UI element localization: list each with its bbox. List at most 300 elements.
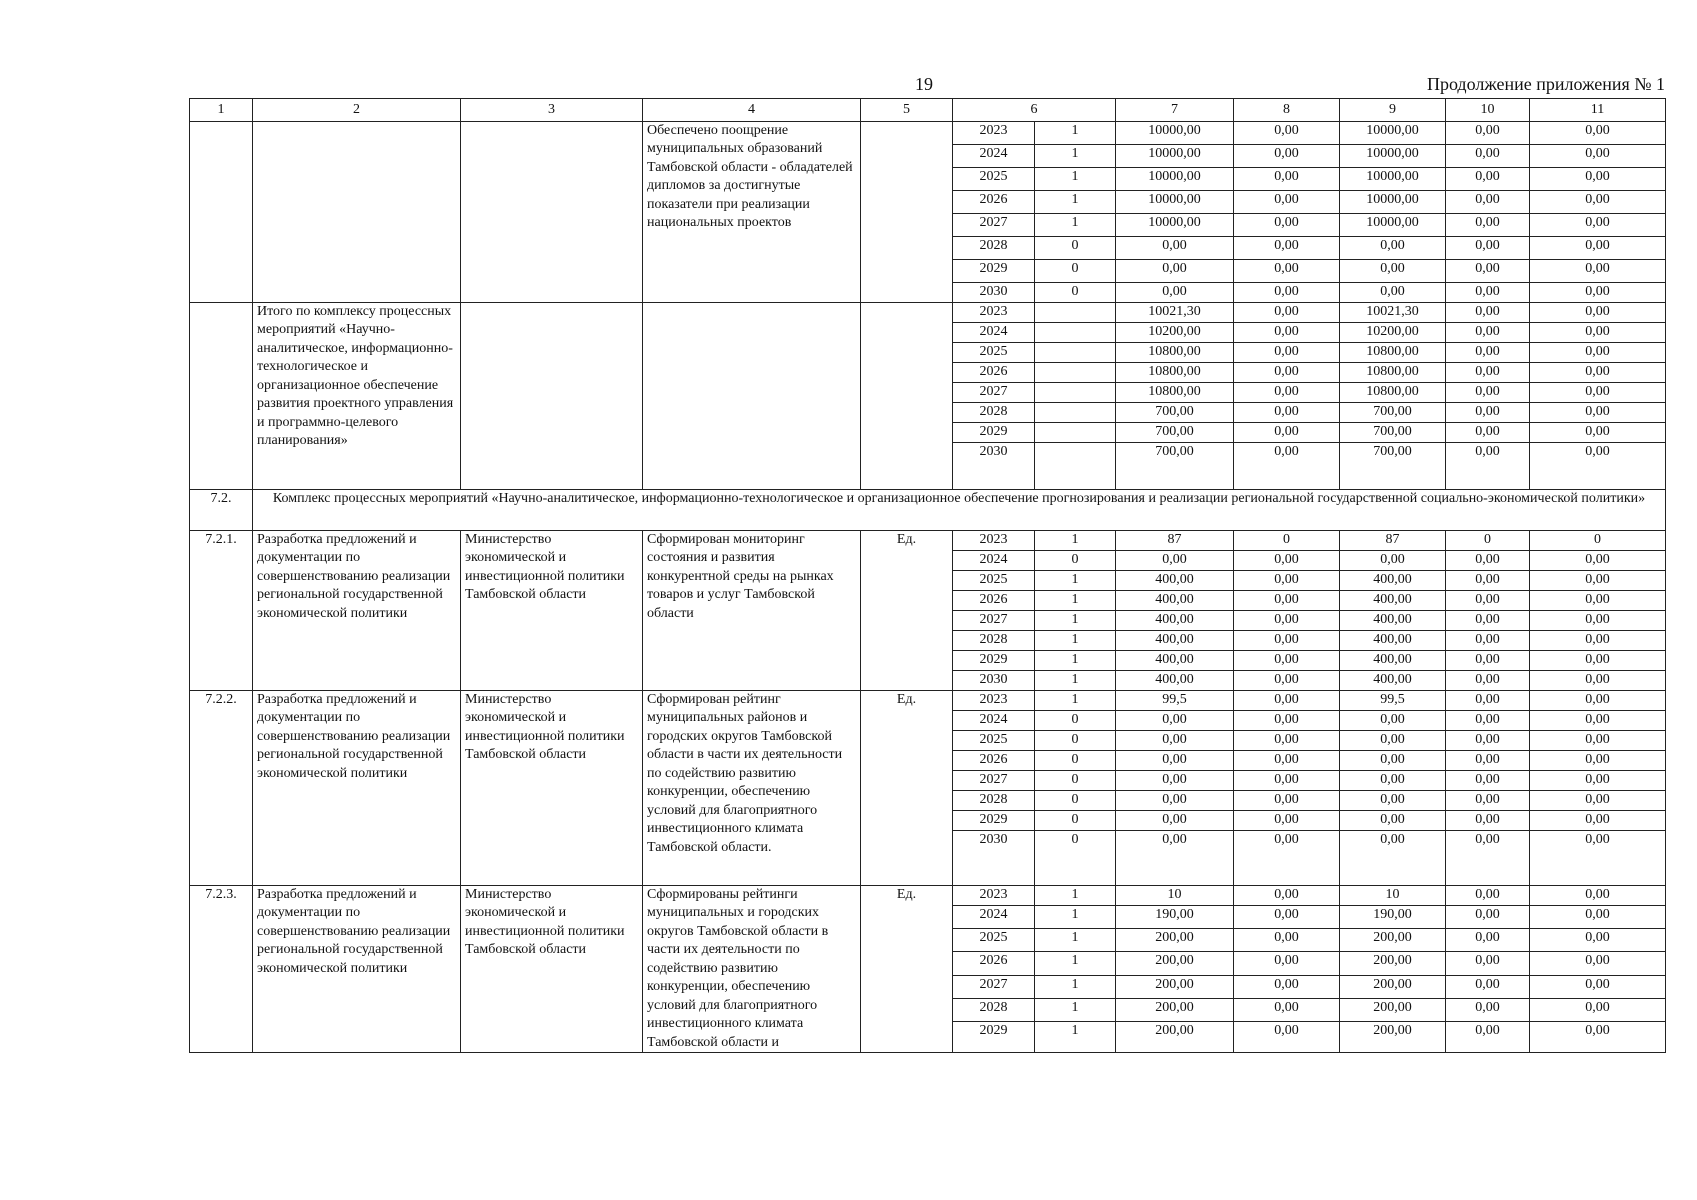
col-header-9: 9 bbox=[1340, 99, 1446, 122]
cell-total-label: Итого по комплексу процессных мероприятий «Научно-аналитическое, информационно-технологическое и организационное обеспечение развития проектного управления и программно-целевого планирования» bbox=[253, 303, 461, 490]
cell-other: 0,00 bbox=[1530, 811, 1666, 831]
cell-value: 0 bbox=[1035, 711, 1116, 731]
cell-executor: Министерство экономической и инвестиционной политики Тамбовской области bbox=[461, 691, 643, 886]
cell-year: 2028 bbox=[953, 237, 1035, 260]
cell-year: 2030 bbox=[953, 443, 1035, 490]
cell-total: 10800,00 bbox=[1116, 383, 1234, 403]
cell-regional: 0,00 bbox=[1340, 283, 1446, 303]
cell-result bbox=[643, 303, 861, 490]
cell-regional: 400,00 bbox=[1340, 611, 1446, 631]
cell-other: 0,00 bbox=[1530, 571, 1666, 591]
table-row bbox=[190, 303, 1666, 323]
table-row bbox=[190, 886, 1666, 906]
cell-local: 0,00 bbox=[1446, 671, 1530, 691]
cell-value bbox=[1035, 383, 1116, 403]
cell-federal: 0,00 bbox=[1234, 303, 1340, 323]
column-number-row bbox=[190, 99, 1666, 122]
cell-value: 1 bbox=[1035, 975, 1116, 998]
cell-total: 10200,00 bbox=[1116, 323, 1234, 343]
cell-value: 0 bbox=[1035, 791, 1116, 811]
cell-other: 0,00 bbox=[1530, 145, 1666, 168]
col-header-1: 1 bbox=[190, 99, 253, 122]
cell-value: 1 bbox=[1035, 611, 1116, 631]
cell-federal: 0,00 bbox=[1234, 237, 1340, 260]
cell-year: 2029 bbox=[953, 1021, 1035, 1052]
cell-local: 0,00 bbox=[1446, 237, 1530, 260]
cell-regional: 0,00 bbox=[1340, 551, 1446, 571]
cell-total: 200,00 bbox=[1116, 929, 1234, 952]
cell-result: Обеспечено поощрение муниципальных образований Тамбовской области - обладателей дипломов за достигнутые показатели при реализации национальных проектов bbox=[643, 122, 861, 303]
cell-year: 2026 bbox=[953, 191, 1035, 214]
cell-total: 0,00 bbox=[1116, 731, 1234, 751]
cell-regional: 0,00 bbox=[1340, 831, 1446, 886]
cell-other: 0,00 bbox=[1530, 886, 1666, 906]
cell-other: 0,00 bbox=[1530, 711, 1666, 731]
cell-other: 0,00 bbox=[1530, 168, 1666, 191]
cell-federal: 0,00 bbox=[1234, 403, 1340, 423]
cell-federal: 0,00 bbox=[1234, 122, 1340, 145]
cell-total: 10000,00 bbox=[1116, 145, 1234, 168]
cell-federal: 0 bbox=[1234, 531, 1340, 551]
col-header-3: 3 bbox=[461, 99, 643, 122]
cell-other: 0,00 bbox=[1530, 1021, 1666, 1052]
cell-year: 2028 bbox=[953, 998, 1035, 1021]
cell-federal: 0,00 bbox=[1234, 283, 1340, 303]
cell-federal: 0,00 bbox=[1234, 906, 1340, 929]
cell-value: 1 bbox=[1035, 571, 1116, 591]
cell-total: 0,00 bbox=[1116, 551, 1234, 571]
cell-local: 0,00 bbox=[1446, 691, 1530, 711]
cell-year: 2028 bbox=[953, 403, 1035, 423]
cell-total: 0,00 bbox=[1116, 237, 1234, 260]
cell-other: 0,00 bbox=[1530, 363, 1666, 383]
cell-year: 2025 bbox=[953, 343, 1035, 363]
cell-regional: 0,00 bbox=[1340, 771, 1446, 791]
cell-local: 0,00 bbox=[1446, 631, 1530, 651]
cell-local: 0,00 bbox=[1446, 168, 1530, 191]
cell-value bbox=[1035, 303, 1116, 323]
cell-value: 1 bbox=[1035, 591, 1116, 611]
cell-other: 0,00 bbox=[1530, 771, 1666, 791]
cell-federal: 0,00 bbox=[1234, 168, 1340, 191]
cell-total: 190,00 bbox=[1116, 906, 1234, 929]
col-header-8: 8 bbox=[1234, 99, 1340, 122]
cell-local: 0,00 bbox=[1446, 906, 1530, 929]
cell-federal: 0,00 bbox=[1234, 975, 1340, 998]
cell-value bbox=[1035, 343, 1116, 363]
section-row bbox=[190, 490, 1666, 531]
cell-regional: 0,00 bbox=[1340, 811, 1446, 831]
cell-federal: 0,00 bbox=[1234, 691, 1340, 711]
cell-unit: Ед. bbox=[861, 691, 953, 886]
cell-local: 0,00 bbox=[1446, 811, 1530, 831]
cell-total: 0,00 bbox=[1116, 831, 1234, 886]
cell-local: 0,00 bbox=[1446, 260, 1530, 283]
cell-year: 2025 bbox=[953, 929, 1035, 952]
cell-regional: 99,5 bbox=[1340, 691, 1446, 711]
cell-local: 0,00 bbox=[1446, 791, 1530, 811]
cell-year: 2026 bbox=[953, 751, 1035, 771]
cell-num: 7.2.3. bbox=[190, 886, 253, 1053]
cell-total: 87 bbox=[1116, 531, 1234, 551]
cell-local: 0,00 bbox=[1446, 651, 1530, 671]
cell-other: 0,00 bbox=[1530, 671, 1666, 691]
cell-other: 0,00 bbox=[1530, 611, 1666, 631]
cell-total: 0,00 bbox=[1116, 791, 1234, 811]
cell-other: 0,00 bbox=[1530, 731, 1666, 751]
cell-local: 0,00 bbox=[1446, 303, 1530, 323]
cell-value: 1 bbox=[1035, 214, 1116, 237]
cell-other: 0,00 bbox=[1530, 283, 1666, 303]
cell-regional: 400,00 bbox=[1340, 631, 1446, 651]
cell-value bbox=[1035, 403, 1116, 423]
cell-total: 10000,00 bbox=[1116, 191, 1234, 214]
cell-regional: 400,00 bbox=[1340, 571, 1446, 591]
cell-regional: 200,00 bbox=[1340, 929, 1446, 952]
cell-other: 0,00 bbox=[1530, 423, 1666, 443]
cell-regional: 10000,00 bbox=[1340, 122, 1446, 145]
cell-local: 0,00 bbox=[1446, 998, 1530, 1021]
cell-regional: 10000,00 bbox=[1340, 145, 1446, 168]
cell-executor: Министерство экономической и инвестиционной политики Тамбовской области bbox=[461, 531, 643, 691]
cell-unit bbox=[861, 122, 953, 303]
cell-local: 0 bbox=[1446, 531, 1530, 551]
cell-unit: Ед. bbox=[861, 886, 953, 1053]
col-header-4: 4 bbox=[643, 99, 861, 122]
cell-other: 0,00 bbox=[1530, 791, 1666, 811]
cell-value: 1 bbox=[1035, 122, 1116, 145]
cell-federal: 0,00 bbox=[1234, 831, 1340, 886]
cell-other: 0,00 bbox=[1530, 551, 1666, 571]
cell-total: 99,5 bbox=[1116, 691, 1234, 711]
cell-value: 1 bbox=[1035, 145, 1116, 168]
cell-local: 0,00 bbox=[1446, 571, 1530, 591]
cell-value: 0 bbox=[1035, 751, 1116, 771]
cell-other: 0,00 bbox=[1530, 906, 1666, 929]
cell-year: 2024 bbox=[953, 906, 1035, 929]
cell-other: 0,00 bbox=[1530, 343, 1666, 363]
cell-value bbox=[1035, 443, 1116, 490]
cell-federal: 0,00 bbox=[1234, 929, 1340, 952]
cell-regional: 700,00 bbox=[1340, 423, 1446, 443]
cell-regional: 10000,00 bbox=[1340, 168, 1446, 191]
cell-year: 2025 bbox=[953, 731, 1035, 751]
cell-total: 400,00 bbox=[1116, 611, 1234, 631]
cell-federal: 0,00 bbox=[1234, 791, 1340, 811]
section-number: 7.2. bbox=[190, 490, 253, 531]
cell-local: 0,00 bbox=[1446, 751, 1530, 771]
cell-year: 2027 bbox=[953, 383, 1035, 403]
cell-total: 0,00 bbox=[1116, 771, 1234, 791]
cell-other: 0,00 bbox=[1530, 831, 1666, 886]
cell-value: 1 bbox=[1035, 1021, 1116, 1052]
cell-local: 0,00 bbox=[1446, 975, 1530, 998]
cell-year: 2026 bbox=[953, 952, 1035, 975]
cell-year: 2026 bbox=[953, 591, 1035, 611]
cell-federal: 0,00 bbox=[1234, 423, 1340, 443]
cell-local: 0,00 bbox=[1446, 611, 1530, 631]
cell-regional: 400,00 bbox=[1340, 651, 1446, 671]
cell-value bbox=[1035, 423, 1116, 443]
cell-local: 0,00 bbox=[1446, 731, 1530, 751]
cell-year: 2024 bbox=[953, 145, 1035, 168]
cell-other: 0,00 bbox=[1530, 214, 1666, 237]
cell-federal: 0,00 bbox=[1234, 214, 1340, 237]
cell-year: 2024 bbox=[953, 711, 1035, 731]
cell-executor bbox=[461, 303, 643, 490]
cell-result: Сформирован мониторинг состояния и развития конкурентной среды на рынках товаров и услуг Тамбовской области bbox=[643, 531, 861, 691]
cell-result: Сформирован рейтинг муниципальных районов и городских округов Тамбовской области в части их деятельности по содействию развитию конкуренции, обеспечению условий для благоприятного инвестиционного климата Тамбовской области. bbox=[643, 691, 861, 886]
cell-result: Сформированы рейтинги муниципальных и городских округов Тамбовской области в части их деятельности по содействию развитию конкуренции, обеспечению условий для благоприятного инвестиционного климата Тамбовской области и bbox=[643, 886, 861, 1053]
cell-event: Разработка предложений и документации по совершенствованию реализации региональной государственной экономической политики bbox=[253, 691, 461, 886]
cell-other: 0,00 bbox=[1530, 691, 1666, 711]
cell-total: 10000,00 bbox=[1116, 168, 1234, 191]
appendix-continuation-label: Продолжение приложения № 1 bbox=[1426, 74, 1665, 94]
cell-regional: 0,00 bbox=[1340, 751, 1446, 771]
cell-regional: 10000,00 bbox=[1340, 214, 1446, 237]
cell-value: 1 bbox=[1035, 651, 1116, 671]
cell-other: 0,00 bbox=[1530, 383, 1666, 403]
cell-year: 2026 bbox=[953, 363, 1035, 383]
cell-federal: 0,00 bbox=[1234, 363, 1340, 383]
cell-local: 0,00 bbox=[1446, 886, 1530, 906]
cell-total: 400,00 bbox=[1116, 631, 1234, 651]
cell-other: 0,00 bbox=[1530, 631, 1666, 651]
cell-federal: 0,00 bbox=[1234, 771, 1340, 791]
cell-total: 0,00 bbox=[1116, 283, 1234, 303]
cell-year: 2028 bbox=[953, 631, 1035, 651]
col-header-2: 2 bbox=[253, 99, 461, 122]
table-row bbox=[190, 122, 1666, 145]
cell-regional: 190,00 bbox=[1340, 906, 1446, 929]
cell-total: 10800,00 bbox=[1116, 363, 1234, 383]
cell-num bbox=[190, 303, 253, 490]
cell-regional: 10 bbox=[1340, 886, 1446, 906]
cell-value: 1 bbox=[1035, 671, 1116, 691]
col-header-11: 11 bbox=[1530, 99, 1666, 122]
cell-other: 0,00 bbox=[1530, 323, 1666, 343]
cell-other: 0,00 bbox=[1530, 929, 1666, 952]
cell-total: 10000,00 bbox=[1116, 214, 1234, 237]
budget-table bbox=[189, 98, 1666, 1053]
cell-federal: 0,00 bbox=[1234, 811, 1340, 831]
cell-other: 0,00 bbox=[1530, 591, 1666, 611]
cell-regional: 0,00 bbox=[1340, 731, 1446, 751]
cell-value bbox=[1035, 323, 1116, 343]
cell-total: 0,00 bbox=[1116, 751, 1234, 771]
cell-total: 0,00 bbox=[1116, 260, 1234, 283]
cell-total: 400,00 bbox=[1116, 651, 1234, 671]
cell-year: 2027 bbox=[953, 771, 1035, 791]
cell-regional: 10021,30 bbox=[1340, 303, 1446, 323]
cell-regional: 10800,00 bbox=[1340, 383, 1446, 403]
cell-federal: 0,00 bbox=[1234, 383, 1340, 403]
cell-total: 0,00 bbox=[1116, 811, 1234, 831]
cell-year: 2028 bbox=[953, 791, 1035, 811]
section-title: Комплекс процессных мероприятий «Научно-аналитическое, информационно-технологическое и организационное обеспечение прогнозирования и реализации региональной государственной социально-экономической политики» bbox=[253, 490, 1666, 531]
cell-local: 0,00 bbox=[1446, 191, 1530, 214]
cell-other: 0,00 bbox=[1530, 751, 1666, 771]
cell-value: 0 bbox=[1035, 237, 1116, 260]
cell-value: 0 bbox=[1035, 831, 1116, 886]
cell-other: 0,00 bbox=[1530, 998, 1666, 1021]
cell-local: 0,00 bbox=[1446, 443, 1530, 490]
cell-other: 0,00 bbox=[1530, 975, 1666, 998]
cell-local: 0,00 bbox=[1446, 122, 1530, 145]
cell-year: 2025 bbox=[953, 571, 1035, 591]
cell-year: 2027 bbox=[953, 214, 1035, 237]
cell-regional: 400,00 bbox=[1340, 671, 1446, 691]
cell-federal: 0,00 bbox=[1234, 343, 1340, 363]
cell-value: 1 bbox=[1035, 929, 1116, 952]
cell-federal: 0,00 bbox=[1234, 651, 1340, 671]
cell-total: 700,00 bbox=[1116, 443, 1234, 490]
cell-regional: 10000,00 bbox=[1340, 191, 1446, 214]
cell-event: Разработка предложений и документации по совершенствованию реализации региональной государственной экономической политики bbox=[253, 886, 461, 1053]
cell-executor bbox=[461, 122, 643, 303]
cell-value: 1 bbox=[1035, 191, 1116, 214]
cell-year: 2027 bbox=[953, 611, 1035, 631]
cell-regional: 200,00 bbox=[1340, 975, 1446, 998]
cell-unit bbox=[861, 303, 953, 490]
cell-local: 0,00 bbox=[1446, 383, 1530, 403]
cell-value bbox=[1035, 363, 1116, 383]
cell-federal: 0,00 bbox=[1234, 1021, 1340, 1052]
cell-total: 200,00 bbox=[1116, 952, 1234, 975]
cell-value: 1 bbox=[1035, 168, 1116, 191]
cell-num bbox=[190, 122, 253, 303]
cell-value: 0 bbox=[1035, 771, 1116, 791]
cell-regional: 0,00 bbox=[1340, 791, 1446, 811]
cell-year: 2029 bbox=[953, 423, 1035, 443]
cell-federal: 0,00 bbox=[1234, 886, 1340, 906]
cell-regional: 10800,00 bbox=[1340, 363, 1446, 383]
cell-year: 2023 bbox=[953, 303, 1035, 323]
col-header-10: 10 bbox=[1446, 99, 1530, 122]
cell-year: 2025 bbox=[953, 168, 1035, 191]
cell-value: 1 bbox=[1035, 886, 1116, 906]
cell-value: 1 bbox=[1035, 906, 1116, 929]
cell-local: 0,00 bbox=[1446, 551, 1530, 571]
col-header-5: 5 bbox=[861, 99, 953, 122]
cell-federal: 0,00 bbox=[1234, 631, 1340, 651]
cell-value: 0 bbox=[1035, 731, 1116, 751]
cell-local: 0,00 bbox=[1446, 952, 1530, 975]
cell-other: 0,00 bbox=[1530, 122, 1666, 145]
cell-year: 2030 bbox=[953, 671, 1035, 691]
cell-year: 2023 bbox=[953, 122, 1035, 145]
cell-value: 1 bbox=[1035, 631, 1116, 651]
cell-value: 1 bbox=[1035, 998, 1116, 1021]
cell-local: 0,00 bbox=[1446, 145, 1530, 168]
cell-total: 700,00 bbox=[1116, 403, 1234, 423]
cell-year: 2030 bbox=[953, 283, 1035, 303]
page-number: 19 bbox=[915, 74, 933, 94]
cell-other: 0,00 bbox=[1530, 237, 1666, 260]
cell-year: 2029 bbox=[953, 811, 1035, 831]
cell-regional: 400,00 bbox=[1340, 591, 1446, 611]
cell-total: 0,00 bbox=[1116, 711, 1234, 731]
table-row bbox=[190, 691, 1666, 711]
cell-total: 200,00 bbox=[1116, 1021, 1234, 1052]
cell-total: 10021,30 bbox=[1116, 303, 1234, 323]
cell-unit: Ед. bbox=[861, 531, 953, 691]
cell-regional: 700,00 bbox=[1340, 443, 1446, 490]
cell-regional: 10800,00 bbox=[1340, 343, 1446, 363]
cell-local: 0,00 bbox=[1446, 831, 1530, 886]
cell-event bbox=[253, 122, 461, 303]
cell-regional: 0,00 bbox=[1340, 260, 1446, 283]
cell-year: 2023 bbox=[953, 531, 1035, 551]
cell-federal: 0,00 bbox=[1234, 591, 1340, 611]
cell-federal: 0,00 bbox=[1234, 731, 1340, 751]
cell-federal: 0,00 bbox=[1234, 551, 1340, 571]
cell-total: 200,00 bbox=[1116, 998, 1234, 1021]
cell-local: 0,00 bbox=[1446, 323, 1530, 343]
cell-other: 0,00 bbox=[1530, 260, 1666, 283]
cell-federal: 0,00 bbox=[1234, 952, 1340, 975]
cell-federal: 0,00 bbox=[1234, 671, 1340, 691]
cell-local: 0,00 bbox=[1446, 343, 1530, 363]
cell-regional: 0,00 bbox=[1340, 237, 1446, 260]
cell-regional: 200,00 bbox=[1340, 1021, 1446, 1052]
cell-federal: 0,00 bbox=[1234, 711, 1340, 731]
cell-other: 0,00 bbox=[1530, 952, 1666, 975]
cell-total: 200,00 bbox=[1116, 975, 1234, 998]
cell-local: 0,00 bbox=[1446, 363, 1530, 383]
cell-value: 0 bbox=[1035, 260, 1116, 283]
cell-num: 7.2.2. bbox=[190, 691, 253, 886]
cell-regional: 200,00 bbox=[1340, 952, 1446, 975]
cell-year: 2023 bbox=[953, 691, 1035, 711]
cell-value: 1 bbox=[1035, 691, 1116, 711]
cell-event: Разработка предложений и документации по совершенствованию реализации региональной государственной экономической политики bbox=[253, 531, 461, 691]
cell-value: 1 bbox=[1035, 531, 1116, 551]
cell-federal: 0,00 bbox=[1234, 145, 1340, 168]
cell-other: 0,00 bbox=[1530, 303, 1666, 323]
cell-federal: 0,00 bbox=[1234, 998, 1340, 1021]
cell-federal: 0,00 bbox=[1234, 191, 1340, 214]
table-row bbox=[190, 531, 1666, 551]
col-header-6: 6 bbox=[953, 99, 1116, 122]
cell-federal: 0,00 bbox=[1234, 323, 1340, 343]
cell-other: 0,00 bbox=[1530, 191, 1666, 214]
cell-value: 1 bbox=[1035, 952, 1116, 975]
cell-total: 10800,00 bbox=[1116, 343, 1234, 363]
cell-regional: 0,00 bbox=[1340, 711, 1446, 731]
col-header-7: 7 bbox=[1116, 99, 1234, 122]
cell-federal: 0,00 bbox=[1234, 260, 1340, 283]
cell-total: 400,00 bbox=[1116, 591, 1234, 611]
cell-other: 0,00 bbox=[1530, 651, 1666, 671]
cell-year: 2024 bbox=[953, 323, 1035, 343]
cell-federal: 0,00 bbox=[1234, 443, 1340, 490]
cell-year: 2027 bbox=[953, 975, 1035, 998]
cell-total: 700,00 bbox=[1116, 423, 1234, 443]
cell-year: 2023 bbox=[953, 886, 1035, 906]
cell-federal: 0,00 bbox=[1234, 571, 1340, 591]
cell-executor: Министерство экономической и инвестиционной политики Тамбовской области bbox=[461, 886, 643, 1053]
cell-local: 0,00 bbox=[1446, 283, 1530, 303]
cell-regional: 87 bbox=[1340, 531, 1446, 551]
cell-total: 400,00 bbox=[1116, 671, 1234, 691]
cell-regional: 10200,00 bbox=[1340, 323, 1446, 343]
cell-local: 0,00 bbox=[1446, 423, 1530, 443]
cell-year: 2029 bbox=[953, 651, 1035, 671]
cell-local: 0,00 bbox=[1446, 591, 1530, 611]
cell-regional: 200,00 bbox=[1340, 998, 1446, 1021]
cell-other: 0,00 bbox=[1530, 443, 1666, 490]
